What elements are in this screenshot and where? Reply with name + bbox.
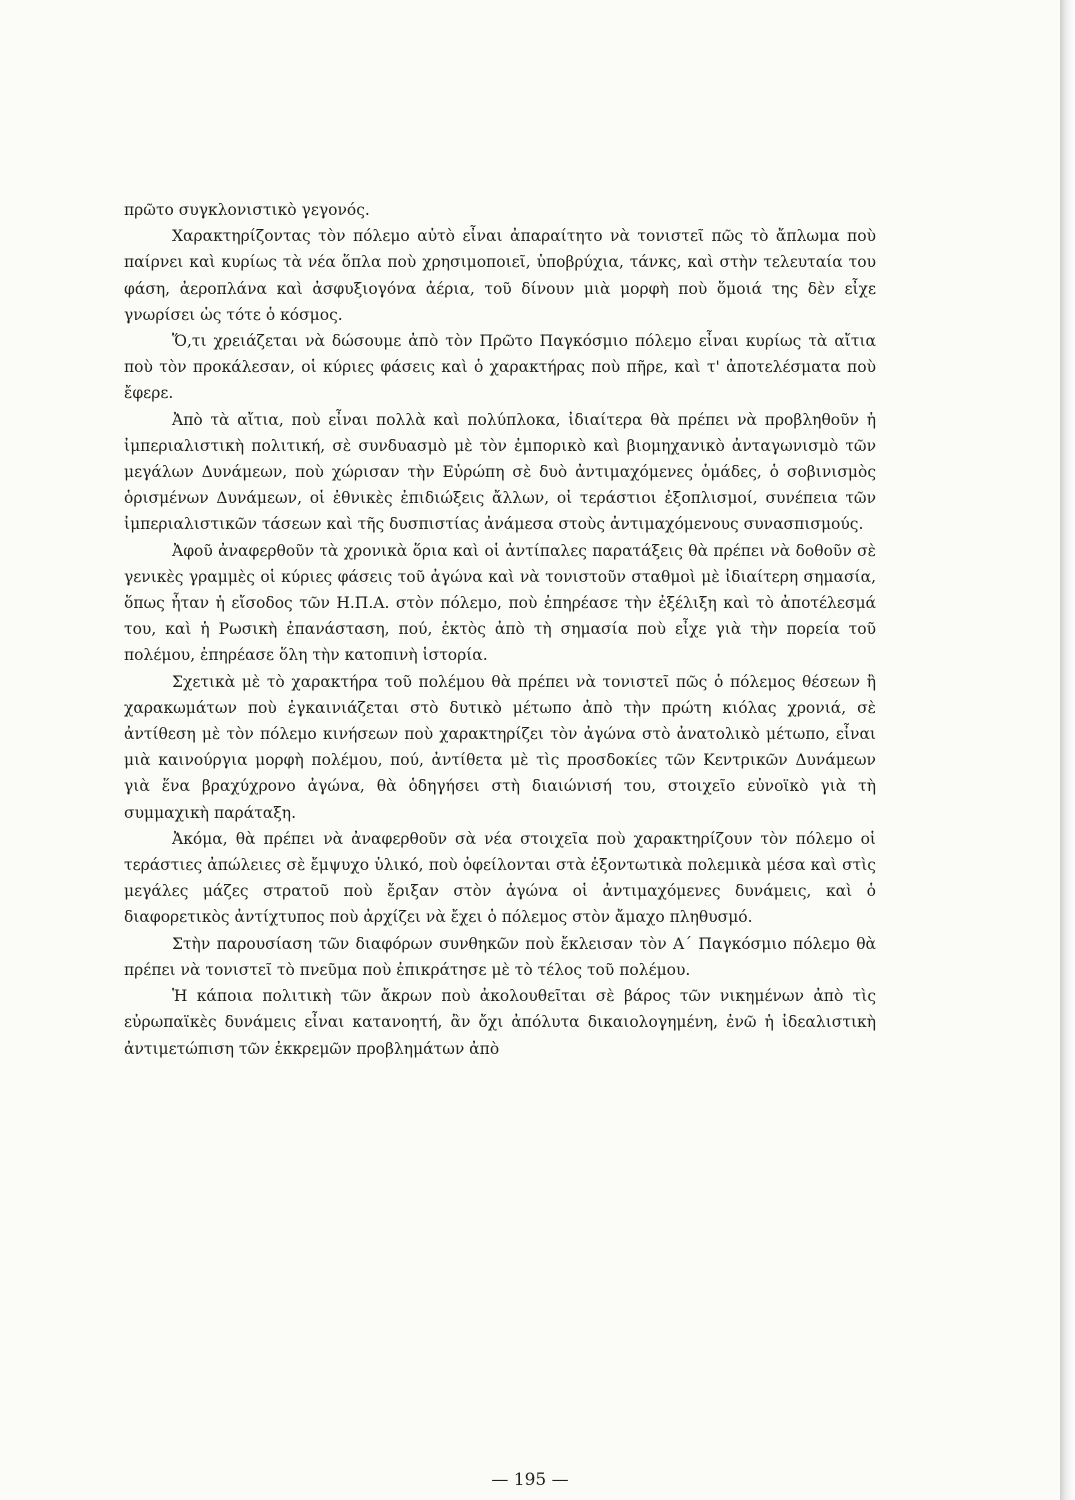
page-edge xyxy=(1060,0,1075,1500)
paragraph: Ἀκόμα, θὰ πρέπει νὰ ἀναφερθοῦν σὰ νέα στοιχεῖα ποὺ χαρακτηρίζουν τὸν πόλεμο οἱ τεράστιες ἀπώλειες σὲ ἔμψυχο ὑλικό, ποὺ ὀφείλονται στὰ ἐξοντωτικὰ πολεμικὰ μέσα καὶ στὶς μεγάλες μάζες στρατοῦ ποὺ ἔριξαν στὸν ἀγώνα οἱ ἀντιμαχόμενες δυνάμεις, καὶ ὁ διαφορετικὸς ἀντίχτυπος ποὺ ἀρχίζει νὰ ἔχει ὁ πόλεμος στὸν ἄμαχο πληθυσμό. xyxy=(124,829,876,927)
body-text xyxy=(124,197,876,1062)
paragraph: Ἀπὸ τὰ αἴτια, ποὺ εἶναι πολλὰ καὶ πολύπλοκα, ἰδιαίτερα θὰ πρέπει νὰ προβληθοῦν ἡ ἰμπεριαλιστικὴ πολιτική, σὲ συνδυασμὸ μὲ τὸν ἐμπορικὸ καὶ βιομηχανικὸ ἀνταγωνισμὸ τῶν μεγάλων Δυνάμεων, ποὺ χώρισαν τὴν Εὐρώπη σὲ δυὸ ἀντιμαχόμενες ὁμάδες, ὁ σοβινισμὸς ὁρισμένων Δυνάμεων, οἱ ἐθνικὲς ἐπιδιώξεις ἄλλων, οἱ τεράστιοι ἐξοπλισμοί, συνέπεια τῶν ἰμπεριαλιστικῶν τάσεων καὶ τῆς δυσπιστίας ἀνάμεσα στοὺς ἀντιμαχόμενους συνασπισμούς. xyxy=(124,410,876,534)
paragraph: Σχετικὰ μὲ τὸ χαρακτήρα τοῦ πολέμου θὰ πρέπει νὰ τονιστεῖ πῶς ὁ πόλεμος θέσεων ἢ χαρακωμάτων ποὺ ἐγκαινιάζεται στὸ δυτικὸ μέτωπο ἀπὸ τὴν πρώτη κιόλας χρονιά, σὲ ἀντίθεση μὲ τὸν πόλεμο κινήσεων ποὺ χαρακτηρίζει τὸν ἀγώνα στὸ ἀνατολικὸ μέτωπο, εἶναι μιὰ καινούργια μορφὴ πολέμου, πού, ἀντίθετα μὲ τὶς προσδοκίες τῶν Κεντρικῶν Δυνάμεων γιὰ ἕνα βραχύχρονο ἀγώνα, θὰ ὁδηγήσει στὴ διαιώνισή του, στοιχεῖο εὐνοϊκὸ γιὰ τὴ συμμαχικὴ παράταξη. xyxy=(124,672,876,822)
paragraph-continuation: πρῶτο συγκλονιστικὸ γεγονός. xyxy=(124,201,370,219)
paragraph: Ὅ,τι χρειάζεται νὰ δώσουμε ἀπὸ τὸν Πρῶτο Παγκόσμιο πόλεμο εἶναι κυρίως τὰ αἴτια ποὺ τὸν προκάλεσαν, οἱ κύριες φάσεις καὶ ὁ χαρακτήρας ποὺ πῆρε, καὶ τ' ἀποτελέσματα ποὺ ἔφερε. xyxy=(124,332,876,403)
paragraph: Ἡ κάποια πολιτικὴ τῶν ἄκρων ποὺ ἀκολουθεῖται σὲ βάρος τῶν νικημένων ἀπὸ τὶς εὐρωπαϊκὲς δυνάμεις εἶναι κατανοητή, ἂν ὄχι ἀπόλυτα δικαιολογημένη, ἐνῶ ἡ ἰδεαλιστικὴ ἀντιμετώπιση τῶν ἐκκρεμῶν προβλημάτων ἀπὸ xyxy=(124,987,876,1058)
paragraph: Χαρακτηρίζοντας τὸν πόλεμο αὐτὸ εἶναι ἀπαραίτητο νὰ τονιστεῖ πῶς τὸ ἄπλωμα ποὺ παίρνει καὶ κυρίως τὰ νέα ὅπλα ποὺ χρησιμοποιεῖ, ὑποβρύχια, τάνκς, καὶ στὴν τελευταία του φάση, ἀεροπλάνα καὶ ἀσφυξιογόνα ἀέρια, τοῦ δίνουν μιὰ μορφὴ ποὺ ὅμοιά της δὲν εἶχε γνωρίσει ὡς τότε ὁ κόσμος. xyxy=(124,227,876,324)
paragraph: Στὴν παρουσίαση τῶν διαφόρων συνθηκῶν ποὺ ἔκλεισαν τὸν Α΄ Παγκόσμιο πόλεμο θὰ πρέπει νὰ τονιστεῖ τὸ πνεῦμα ποὺ ἐπικράτησε μὲ τὸ τέλος τοῦ πολέμου. xyxy=(124,934,876,979)
page-number: — 195 — xyxy=(491,1470,569,1490)
paragraph: Ἀφοῦ ἀναφερθοῦν τὰ χρονικὰ ὅρια καὶ οἱ ἀντίπαλες παρατάξεις θὰ πρέπει νὰ δοθοῦν σὲ γενικὲς γραμμὲς οἱ κύριες φάσεις τοῦ ἀγώνα καὶ νὰ τονιστοῦν σταθμοὶ μὲ ἰδιαίτερη σημασία, ὅπως ἦταν ἡ εἴσοδος τῶν Η.Π.Α. στὸν πόλεμο, ποὺ ἐπηρέασε τὴν ἐξέλιξη καὶ τὸ ἀποτέλεσμά του, καὶ ἡ Ρωσικὴ ἐπανάσταση, πού, ἐκτὸς ἀπὸ τὴ σημασία ποὺ εἶχε γιὰ τὴν πορεία τοῦ πολέμου, ἐπηρέασε ὅλη τὴν κατοπινὴ ἱστορία. xyxy=(124,541,876,665)
